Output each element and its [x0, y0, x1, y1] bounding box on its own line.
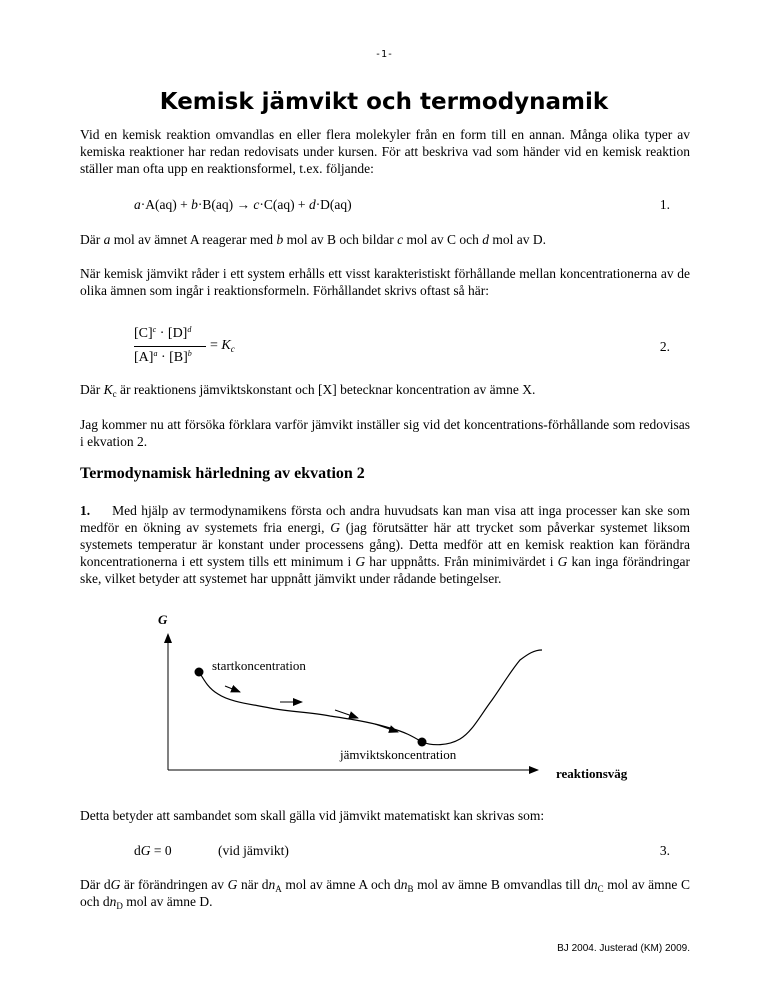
equilibrium-point: [418, 738, 427, 747]
start-label: startkoncentration: [212, 658, 306, 673]
section-heading: Termodynamisk härledning av ekvation 2: [80, 465, 365, 482]
fraction-bar: [134, 346, 206, 347]
math-paragraph: Detta betyder att sambandet som skall gälla vid jämvikt matematiskt kan skrivas som:: [80, 808, 545, 823]
free-energy-graph: [130, 612, 650, 782]
final-paragraph: Där dG är förändringen av G när $dn_A$ mol av ämne A och $dn_B$ mol av ämne B omvandlas till $dn_C$ mol av ämne C och $dn_D$ mol av ämne D.: [80, 877, 690, 911]
page-number: -1-: [374, 49, 394, 60]
equilibrium-paragraph: När kemisk jämvikt råder i ett system erhålls ett visst karakteristiskt förhållande mellan koncentrationerna av de olika ämnen som ingår i reaktionsformeln. Förhållandet skrivs oftast så här:: [80, 266, 690, 298]
equilibrium-label: jämviktskoncentration: [340, 747, 457, 762]
explanation-paragraph: Jag kommer nu att försöka förklara varför jämvikt inställer sig vid det koncentrations-förhållande som redovisas i ekvation 2.: [80, 417, 690, 449]
equation-1-explanation: Där a mol av ämnet A reagerar med b mol av B och bildar c mol av C och d mol av D.: [80, 232, 547, 247]
equation-3-number: 3.: [659, 843, 670, 858]
equation-2-explanation: Där $K_c$ är reaktionens jämviktskonstant och [X] betecknar koncentration av ämne X.: [80, 382, 536, 399]
equation-3: dG = 0: [134, 843, 172, 858]
page-title: Kemisk jämvikt och termodynamik: [159, 89, 609, 115]
intro-paragraph: Vid en kemisk reaktion omvandlas en eller flera molekyler från en form till en annan. Många olika typer av kemiska reaktioner har redan redovisats under kursen. För att beskriva vad som händer vid en kemisk reaktion ställer man ofta upp en reaktionsformel, t.ex. följande:: [80, 127, 690, 176]
footer: BJ 2004. Justerad (KM) 2009.: [557, 943, 690, 954]
x-axis-label: reaktionsväg: [556, 766, 628, 781]
y-axis-label: G: [158, 612, 168, 627]
equation-1: a·A(aq) + b·B(aq) → c·C(aq) + d·D(aq): [134, 197, 352, 212]
paragraph-1: 1. Med hjälp av termodynamikens första och andra huvudsats kan man visa att inga processer kan ske som medför en ökning av systemets fria energi, G (jag förutsätter här att trycket som påverkar systemet liksom systemets temperatur är konstant under processens gång). Detta medför att en kemisk reaktion kan förändra koncentrationerna i ett system tills ett minimum i G har uppnåtts. Från minimivärdet i G kan inga förändringar ske, vilket betyder att systemet har uppnått jämvikt under rådande betingelser.: [80, 503, 691, 586]
equation-1-number: 1.: [659, 197, 670, 212]
equation-3-note: (vid jämvikt): [218, 843, 289, 858]
equation-2-number: 2.: [659, 339, 670, 354]
direction-arrow: [375, 724, 398, 732]
start-point: [195, 668, 204, 677]
direction-arrow: [225, 686, 240, 692]
equation-2: $[C]^c \cdot [D]^d$ $[A]^a \cdot [B]^b$ = $K_c$: [134, 325, 235, 365]
